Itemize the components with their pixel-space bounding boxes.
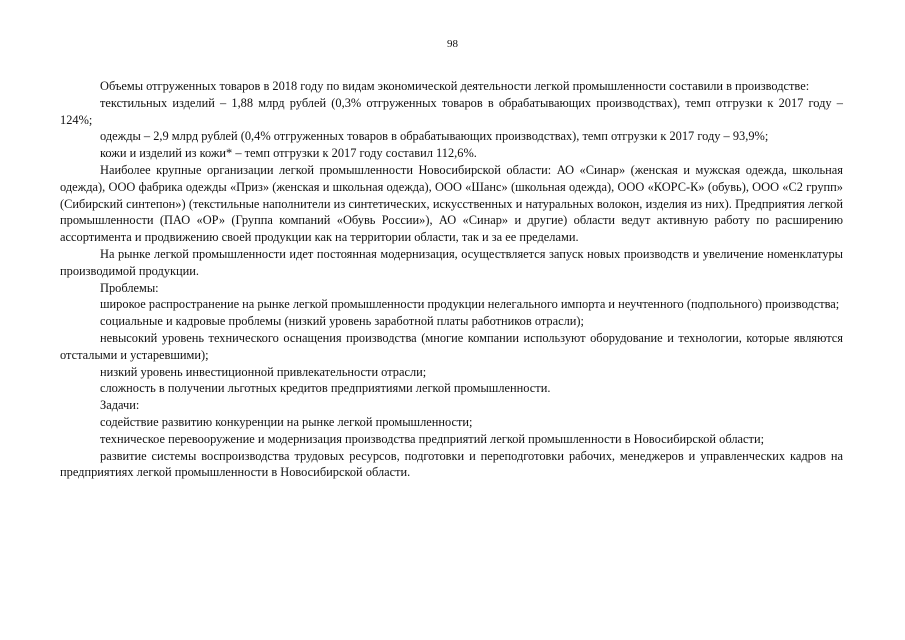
document-body [60, 78, 843, 481]
problems-heading: Проблемы: [100, 280, 159, 295]
task-item: содействие развитию конкуренции на рынке легкой промышленности; [100, 414, 473, 429]
tasks-heading: Задачи: [100, 398, 140, 413]
paragraph-shipments-intro: Объемы отгруженных товаров в 2018 году по видам экономической деятельности легкой промышленности составили в производстве: [100, 79, 810, 93]
problem-item: сложность в получении льготных кредитов предприятиями легкой промышленности. [100, 381, 551, 396]
problem-item: широкое распространение на рынке легкой промышленности продукции нелегального импорта и неучтенного (подпольного) производства; [100, 297, 840, 312]
task-item: техническое перевооружение и модернизация производства предприятий легкой промышленности в Новосибирской области; [100, 431, 765, 446]
task-item: развитие системы воспроизводства трудовых ресурсов, подготовки и переподготовки рабочих, менеджеров и управленческих кадров на предприятиях легкой промышленности в Новосибирской области. [60, 448, 843, 480]
paragraph-major-organizations: Наиболее крупные организации легкой промышленности Новосибирской области: АО «Синар» (женская и мужская одежда, школьная одежда), ООО фабрика одежды «Приз» (женская и школьная одежда), ООО «Шанс» (школьная одежда), ООО «КОРС-К» (обувь), ООО «С2 групп» (Сибирский синтепон») (текстильные наполнители из синтетических, искусственных и натуральных волокон, изделия из них). Предприятия легкой промышленности (ПАО «ОР» (Группа компаний «Обувь России»), АО «Синар» и другие) области ведут активную работу по расширению ассортимента и продвижению своей продукции как на территории области, так и за ее пределами. [60, 162, 843, 245]
page-number: 98 [447, 38, 458, 50]
problem-item: социальные и кадровые проблемы (низкий уровень заработной платы работников отрасли); [100, 314, 584, 329]
problem-item: невысокий уровень технического оснащения производства (многие компании используют оборудование и технологии, которые являются отсталыми и устаревшими); [60, 330, 843, 362]
problem-item: низкий уровень инвестиционной привлекательности отрасли; [100, 364, 427, 379]
paragraph-clothing: одежды – 2,9 млрд рублей (0,4% отгруженных товаров в обрабатывающих производствах), темп отгрузки к 2017 году – 93,9%; [100, 129, 769, 144]
paragraph-leather: кожи и изделий из кожи* – темп отгрузки к 2017 году составил 112,6%. [100, 146, 477, 161]
paragraph-textiles: текстильных изделий – 1,88 млрд рублей (0,3% отгруженных товаров в обрабатывающих производствах), темп отгрузки к 2017 году – 124%; [60, 95, 843, 127]
paragraph-modernization: На рынке легкой промышленности идет постоянная модернизация, осуществляется запуск новых производств и увеличение номенклатуры производимой продукции. [60, 246, 843, 278]
